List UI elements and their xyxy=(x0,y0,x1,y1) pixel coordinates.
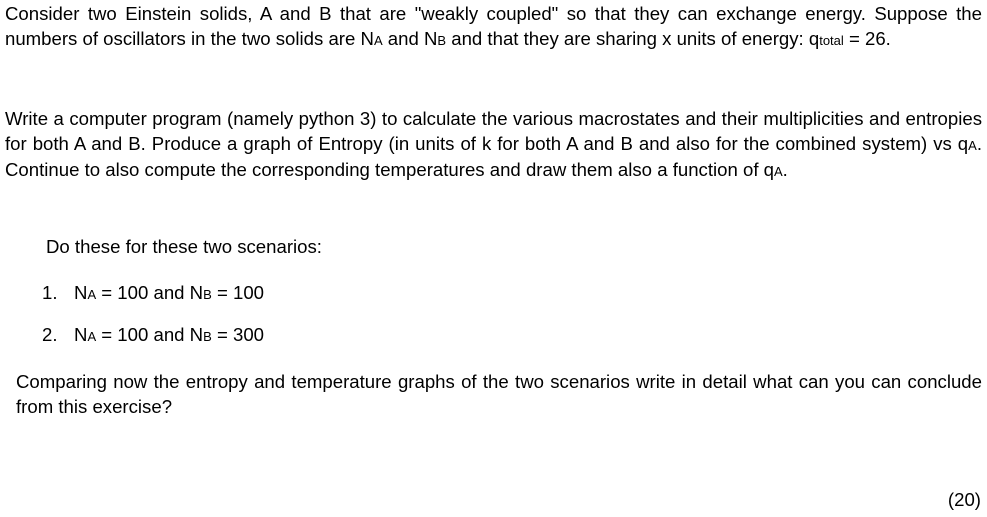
task-paragraph xyxy=(5,107,982,185)
marks-label: (20) xyxy=(947,489,981,510)
subscript-b: B xyxy=(203,287,212,302)
scenario-text-mid: = 100 and N xyxy=(96,324,204,345)
scenario-item xyxy=(42,323,264,350)
task-text-2: . Continue to also compute the corresponding temperatures and draw them also a function of q xyxy=(5,132,982,181)
subscript-a-2: A xyxy=(774,164,783,180)
n-label: N xyxy=(74,324,88,345)
scenario-item xyxy=(42,281,264,308)
subscript-b: B xyxy=(437,32,447,48)
intro-text-4: = 26. xyxy=(843,27,891,49)
subscript-a-1: A xyxy=(968,137,977,153)
subscript-b: B xyxy=(203,329,212,344)
scenario-text-mid: = 100 and N xyxy=(96,282,204,303)
n-label: N xyxy=(74,282,88,303)
subscript-total: total xyxy=(819,32,844,48)
task-text-1: Write a computer program (namely python 3) to calculate the various macrostates and their multiplicities and entropies for both A and B. Produce a graph of Entropy (in units of k for both A and B and also for the combined system) vs q xyxy=(5,108,982,154)
task-text-3: . xyxy=(782,159,788,181)
scenario-number: 2. xyxy=(42,324,58,345)
intro-text-1: Consider two Einstein solids, A and B that are "weakly coupled" so that they can exchange energy. Suppose the numbers of oscillators in the two solids are N xyxy=(5,3,982,49)
scenario-text-end: = 300 xyxy=(211,324,264,345)
subscript-a: A xyxy=(87,329,97,344)
subscript-a: A xyxy=(87,287,97,302)
scenario-number: 1. xyxy=(42,282,58,303)
scenarios-lead-in: Do these for these two scenarios: xyxy=(46,236,322,257)
conclusion-paragraph: Comparing now the entropy and temperature graphs of the two scenarios write in detail what can you can conclude from this exercise? xyxy=(16,371,982,417)
intro-paragraph xyxy=(5,2,982,53)
intro-text-2: and N xyxy=(382,27,438,49)
subscript-a: A xyxy=(373,32,383,48)
scenario-text-end: = 100 xyxy=(211,282,264,303)
intro-text-3: and that they are sharing x units of energy: q xyxy=(446,27,820,49)
